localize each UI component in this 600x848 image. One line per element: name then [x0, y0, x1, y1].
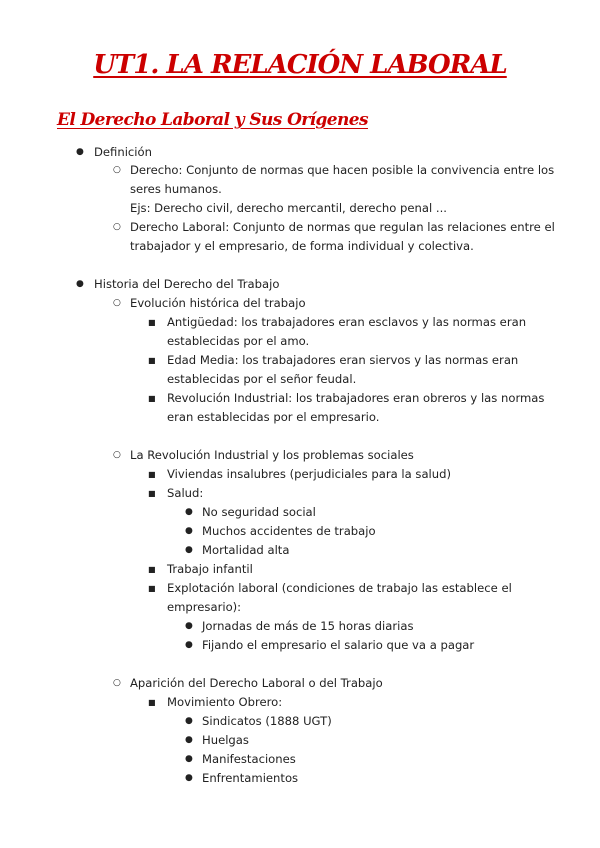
bullet-circle: ○: [113, 678, 121, 688]
section-heading: El Derecho Laboral y Sus Orígenes: [57, 110, 368, 130]
definicion-laboral-line: trabajador y el empresario, de forma individual y colectiva.: [130, 239, 474, 253]
definicion-laboral-line: Derecho Laboral: Conjunto de normas que regulan las relaciones entre el: [130, 220, 555, 234]
bullet-square: ■: [148, 470, 156, 479]
bullet-square: ■: [148, 318, 156, 327]
revolucion-line: eran establecidas por el empresario.: [167, 410, 380, 424]
list-item: Explotación laboral (condiciones de trabajo las establece el: [167, 581, 512, 595]
bullet-square: ■: [148, 394, 156, 403]
revolucion-line: Revolución Industrial: los trabajadores eran obreros y las normas: [167, 391, 545, 405]
bullet-square: ■: [148, 698, 156, 707]
bullet-disc: ●: [185, 507, 193, 517]
bullet-disc: ●: [185, 735, 193, 745]
bullet-square: ■: [148, 489, 156, 498]
bullet-disc: ●: [185, 640, 193, 650]
list-item: Trabajo infantil: [167, 562, 253, 576]
revolucion-industrial-heading: La Revolución Industrial y los problemas sociales: [130, 448, 414, 462]
list-item: Sindicatos (1888 UGT): [202, 714, 332, 728]
list-item: Salud:: [167, 486, 204, 500]
bullet-disc: ●: [185, 526, 193, 536]
bullet-circle: ○: [113, 450, 121, 460]
list-item: No seguridad social: [202, 505, 316, 519]
evolucion-heading: Evolución histórica del trabajo: [130, 296, 306, 310]
antiguedad-line: establecidas por el amo.: [167, 334, 310, 348]
edad-media-line: Edad Media: los trabajadores eran siervos y las normas eran: [167, 353, 519, 367]
definicion-derecho-line: seres humanos.: [130, 182, 222, 196]
aparicion-heading: Aparición del Derecho Laboral o del Trabajo: [130, 676, 383, 690]
definicion-derecho-line: Derecho: Conjunto de normas que hacen posible la convivencia entre los: [130, 163, 555, 177]
bullet-circle: ○: [113, 298, 121, 308]
list-item: Huelgas: [202, 733, 249, 747]
list-item: empresario):: [167, 600, 242, 614]
bullet-disc: ●: [185, 773, 193, 783]
bullet-disc: ●: [185, 754, 193, 764]
definicion-heading: Definición: [94, 145, 152, 159]
bullet-disc: ●: [76, 147, 84, 157]
bullet-disc: ●: [185, 716, 193, 726]
bullet-circle: ○: [113, 165, 121, 175]
bullet-disc: ●: [185, 621, 193, 631]
list-item: Manifestaciones: [202, 752, 296, 766]
bullet-square: ■: [148, 356, 156, 365]
list-item: Muchos accidentes de trabajo: [202, 524, 376, 538]
bullet-disc: ●: [76, 279, 84, 289]
list-item: Viviendas insalubres (perjudiciales para la salud): [167, 467, 452, 481]
bullet-disc: ●: [185, 545, 193, 555]
list-item: Mortalidad alta: [202, 543, 290, 557]
list-item: Jornadas de más de 15 horas diarias: [202, 619, 414, 633]
bullet-square: ■: [148, 584, 156, 593]
page-title: UT1. LA RELACIÓN LABORAL: [93, 50, 507, 80]
list-item: Fijando el empresario el salario que va a pagar: [202, 638, 475, 652]
definicion-ejemplos: Ejs: Derecho civil, derecho mercantil, derecho penal ...: [130, 201, 447, 215]
list-item: Movimiento Obrero:: [167, 695, 283, 709]
bullet-square: ■: [148, 565, 156, 574]
bullet-circle: ○: [113, 222, 121, 232]
list-item: Enfrentamientos: [202, 771, 299, 785]
historia-heading: Historia del Derecho del Trabajo: [94, 277, 280, 291]
edad-media-line: establecidas por el señor feudal.: [167, 372, 357, 386]
antiguedad-line: Antigüedad: los trabajadores eran esclavos y las normas eran: [167, 315, 527, 329]
